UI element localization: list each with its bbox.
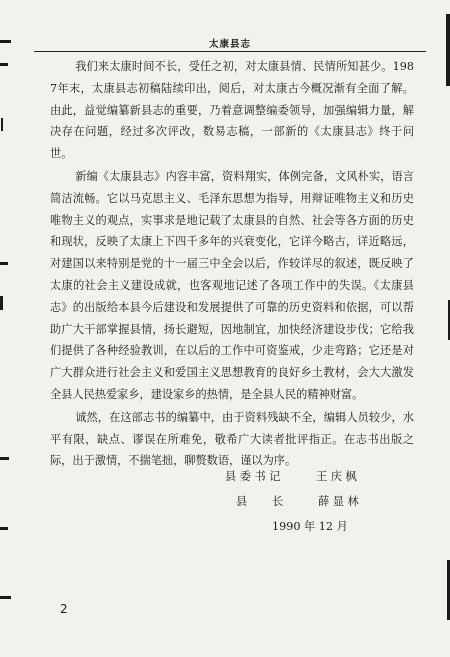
scan-mark <box>0 296 3 310</box>
scan-mark <box>0 596 11 599</box>
paragraph: 我们来太康时间不长，受任之初，对太康县情、民情所知甚少。1987年末，太康县志初稿陆续印出，阅后，对太康古今概况渐有全面了解。由此，益觉编纂新县志的重要，乃着意调整编委领导，加强编辑力量，解决存在问题，经过多次评改，数易志稿，一部新的《太康县志》终于问世。 <box>50 60 414 161</box>
header-rule <box>34 51 426 52</box>
scan-edge <box>446 14 450 86</box>
signature-title: 县 委 书 记 <box>225 470 281 483</box>
paragraph: 诚然，在这部志书的编纂中，由于资料残缺不全，编辑人员较少，水平有限，缺点、谬误在所难免，敬希广大读者批评指正。在志书出版之际，出于激情，不揣笔拙，聊赘数语，谨以为序。 <box>50 410 414 468</box>
scan-mark <box>0 262 8 265</box>
running-header: 太康县志 <box>208 39 251 50</box>
scan-mark <box>1 118 3 131</box>
scan-mark <box>0 63 8 66</box>
scan-mark <box>0 40 11 43</box>
scan-mark <box>0 527 8 530</box>
signature-name: 薛 显 林 <box>318 495 359 508</box>
signature-date: 1990 年 12 月 <box>272 520 348 533</box>
signature-title: 县 长 <box>236 495 284 508</box>
scan-mark <box>0 457 9 460</box>
page-number: 2 <box>60 602 68 616</box>
signature-name: 王 庆 枫 <box>316 470 357 483</box>
paragraph: 新编《太康县志》内容丰富，资料翔实，体例完备，文风朴实，语言简洁流畅。它以马克思主义、毛泽东思想为指导，用辩证唯物主义和历史唯物主义的观点，实事求是地记载了太康县的自然、社会等各方面的历史和现状，反映了太康上下四千多年的兴衰变化，它详今略古，详近略远，对建国以来特别是党的十一届三中全会以后，作较详尽的叙述，既反映了太康的社会主义建设成就，也客观地记述了各项工作中的失误。《太康县志》的出版给本县今后建设和发展提供了可靠的历史资料和依据，可以帮助广大干部掌握县情，扬长避短，因地制宜，加快经济建设步伐；它给我们提供了各种经验教训，在以后的工作中可资鉴戒，少走弯路；它还是对广大群众进行社会主义和爱国主义思想教育的良好乡土教材，会大大激发全县人民热爱家乡，建设家乡的热情，是全县人民的精神财富。 <box>50 169 414 401</box>
preface-body <box>50 56 414 472</box>
